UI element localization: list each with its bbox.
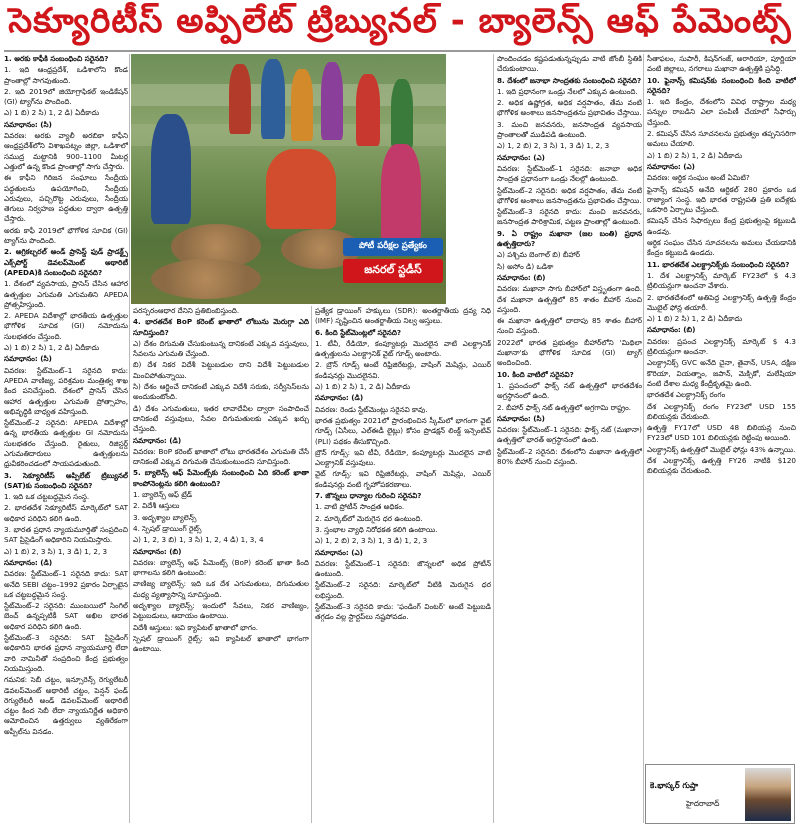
column-2: [133, 306, 309, 822]
answer-line: సమాధానం: (సి): [4, 354, 52, 364]
text-line: 1. వాటి ప్రోటీన్ సాంద్రత అధికం.: [315, 502, 405, 512]
text-line: 2. APEDA విదేశాల్లో భారతీయ ఉత్పత్తుల భౌగోళిక సూచిక (GI) నమోదును సులభతరం చేస్తుంది.: [4, 311, 128, 341]
text-line: ఎ) పశ్చిమ బెంగాల్ బి) బీహార్: [497, 250, 581, 260]
answer-line: సమాధానం: (బి): [497, 272, 546, 282]
text-line: 4. స్పెషల్ డ్రాయింగ్ రైట్స్: [133, 523, 202, 533]
text-line: వివరణ: మఖానా సాగు బీహార్‌లో విస్తృతంగా ఉంది. దేశ మఖానా ఉత్పత్తిలో 85 శాతం బీహార్ నుంచి వస్తుంది.: [497, 284, 642, 314]
text-line: డి) దేశం ఎగుమతులు, ఇతర లావాదేవీల ద్వారా సంపాదించే దానికంటే వస్తువులు, సేవల దిగుమతులకు ఎక్కువ ఖర్చు చేస్తుంది.: [133, 403, 309, 434]
text-line: ఎ) 1 బి) 2, 3 సి) 1, 3 డి) 1, 2, 3: [4, 546, 108, 556]
answer-line: సమాధానం: (డి): [133, 435, 182, 445]
text-line: 1. ఇది ఒక చట్టబద్ధమైన సంస్థ.: [4, 492, 90, 502]
text-line: 2. విదేశీ ఆస్తులు: [133, 501, 180, 511]
answer-line: సమాధానం: (ఎ): [315, 547, 363, 557]
answer-line: సమాధానం: (సి): [497, 413, 545, 423]
answer-line: సమాధానం: (సి): [4, 119, 52, 129]
column-5: [647, 54, 796, 760]
text-line: ఎ) 1 బి) 2 సి) 1, 2 డి) ఏదీకాదు: [315, 382, 411, 392]
question: 2. అగ్రికల్చరల్ అండ్ ప్రాసెస్డ్ ఫుడ్ ప్రాడక్ట్స్ ఎక్స్‌పోర్ట్ డెవలప్‌మెంట్ అథారిటీ (APEDA)కి సంబంధించి సరైనది?: [4, 247, 128, 277]
text-line: 3. భారత ప్రధాన న్యాయమూర్తితో సంప్రదించి SAT ప్రిసైడింగ్ అధికారిని నియమిస్తారు.: [4, 525, 128, 545]
answer-line: సమాధానం: (డి): [315, 393, 364, 403]
column-4: [497, 54, 642, 824]
headline-rule: [4, 50, 796, 52]
text-line: దేశ ఎలక్ట్రానిక్స్ ఉత్పత్తి FY26 నాటికి $120 బిలియన్లకు చేరుతుంది.: [647, 455, 796, 476]
text-line: ఎ) 1 బి) 2 సి) 1, 2 డి) ఏదీకాదు: [647, 150, 743, 160]
headline: సెక్యూరిటీస్ అప్పిలేట్ ట్రిబ్యునల్ - బ్యాలెన్స్ ఆఫ్ పేమెంట్స్: [8, 1, 792, 41]
badge-bottom-label: జనరల్ స్టడీస్: [343, 259, 443, 283]
text-line: వివరణ: ప్రపంచ ఎలక్ట్రానిక్స్ మార్కెట్ $ 4.3 ట్రిలియన్లుగా అంచనా.: [647, 336, 796, 357]
question: 9. ఏ రాష్ట్రం మఖానా (జల బంతి) ప్రధాన ఉత్పత్తిదారు?: [497, 228, 642, 249]
text-line: అదృశ్యాల బ్యాలెన్స్: ఇందులో సేవలు, నికర వాణిజ్యం, పెట్టుబడులు, ఆదాయం ఉంటాయి.: [133, 601, 309, 621]
text-line: ఆర్థిక సంఘం చేసిన సూచనలను అమలు చేయడానికి కేంద్రం కట్టుబడి ఉండదు.: [647, 238, 796, 258]
question: 4. భారతదేశ BoP కరెంట్ ఖాతాలో లోటును మెరుగ్గా ఎది సూచిస్తుంది?: [133, 317, 309, 337]
text-line: బ్రౌన్ గూడ్స్: ఇవి టీవీ, రేడియో, కంప్యూటర్లు మొదలైన వాటి ఎలక్ట్రానిక్ వస్తువులు.: [315, 447, 491, 468]
text-line: వివరణ: రెండు స్టేట్‌మెంట్లు సరైనవి కావు.: [315, 404, 428, 414]
text-line: వైట్ గూడ్స్: ఇవి రిఫ్రిజిరేటర్లు, వాషింగ్ మెషిన్లు, ఎయిర్ కండిషనర్లు వంటి గృహోపకరణాలు.: [315, 469, 491, 489]
question: 1. అరకు కాఫీకి సంబంధించి సరైనది?: [4, 54, 109, 63]
question: 10. కింది వాటిలో సరైనవి?: [497, 369, 574, 379]
text-line: 2. బీహార్ ఫాక్స్ నట్ ఉత్పత్తిలో అగ్రగామి రాష్ట్రం.: [497, 402, 632, 412]
text-line: 1. బ్యాలెన్స్ ఆఫ్ ట్రేడ్: [133, 490, 193, 500]
text-line: స్టేట్‌మెంట్–2 సరైనది: దేశంలోని మఖానా ఉత్పత్తిలో 80% బీహార్ నుంచి వస్తుంది.: [497, 446, 642, 466]
text-line: 2. అధిక ఉష్ణోగ్రత, అధిక వర్షపాతం, తేమ వంటి భౌగోళిక అంశాలు జనసాంద్రతను ప్రభావితం చేస్తాయి.: [497, 98, 642, 118]
text-line: స్టేట్‌మెంట్–3 సరైనది కాదు: 'ఫండింగ్ వింటర్' అంటే పెట్టుబడి తగ్గడం వల్ల స్టార్టప్‌లు నష్టపోవడం.: [315, 602, 491, 622]
text-line: ఎ) 1 బి) 2 సి) 1, 2 డి) ఏదీకాదు: [4, 343, 100, 353]
text-line: 2. కమిషన్ చేసిన సూచనలను ప్రభుత్వం తప్పనిసరిగా అమలు చేయాలి.: [647, 129, 796, 149]
text-line: ఈ కాఫీని గిరిజన సంఘాలు సేంద్రీయ పద్ధతులను ఉపయోగించి, సేంద్రీయ ఎరువులు, పచ్చిరొట్ట ఎరువులు, సేంద్రీయ తెగులు నిర్వహణ పద్ధతుల ద్వారా ఉత్పత్తి చేస్తారు.: [4, 173, 128, 224]
text-line: స్టేట్‌మెంట్–2 సరైనది: ముంబయిలో సింగిల్ బెంచ్ ఉన్నప్పటికీ SAT అఖిల భారత అధికార పరిధిని కలిగి ఉంది.: [4, 601, 128, 631]
text-line: 1. దేశ ఎలక్ట్రానిక్స్ మార్కెట్ FY23లో $ 4.3 ట్రిలియన్లుగా అంచనా వేశారు.: [647, 270, 796, 291]
text-line: వివరణ: స్టేట్‌మెంట్–1 సరైనది: జనాభా అధిక సాంద్రత ప్రధానంగా ఒండ్రు నేలల్లో ఉంటుంది.: [497, 163, 642, 184]
text-line: విదేశీ ఆస్తులు: ఇవి క్యాపిటల్ ఖాతాలో భాగం.: [133, 622, 258, 632]
text-line: స్టేట్‌మెంట్–2 సరైనది: మార్కెట్‌లో వీటికి మెరుగైన ధర లభిస్తుంది.: [315, 580, 491, 600]
text-line: స్టేట్‌మెంట్–3 సరైనది: SAT ప్రిసైడింగ్ అధికారిని భారత ప్రధాన న్యాయమూర్తి లేదా వారి నామినీతో సంప్రదించి కేంద్ర ప్రభుత్వం నియమిస్తుంది.: [4, 633, 128, 673]
text-line: భారతదేశ ఎలక్ట్రానిక్స్ రంగం: [647, 390, 726, 400]
text-line: 2. భారతదేశ సెక్యూరిటీస్ మార్కెట్‌లో SAT అధికార పరిధిని కలిగి ఉంది.: [4, 503, 128, 523]
text-line: ఎ) 1 బి) 2 సి) 1, 2 డి) ఏదీకాదు: [4, 108, 100, 118]
text-line: బి) దేశ నికర విదేశీ పెట్టుబడుల దాని విదేశీ పెట్టుబడుల మించిపోతున్నాయి.: [133, 360, 309, 380]
column-divider: [129, 54, 130, 823]
text-line: అరకు కాఫీ 2019లో భౌగోళిక సూచిక (GI) ట్యాగ్‌ను పొందింది.: [4, 225, 128, 246]
text-line: గమనిక: సెబీ చట్టం, ఇన్సూరెన్స్ రెగ్యులేటరీ డెవలప్‌మెంట్ అథారిటీ చట్టం, పెన్షన్ ఫండ్ రెగ్యులేటరీ అండ్ డెవలప్‌మెంట్ అథారిటీ చట్టం కింద సెబీ లేదా న్యాయనిర్ణేత అధికారి ఆమోదించిన ఉత్తర్వులు వ్యతిరేకంగా అప్పీల్‌ను వినడం.: [4, 675, 128, 736]
text-line: స్టేట్‌మెంట్–2 సరైనది: అధిక వర్షపాతం, తేమ వంటి భౌగోళిక అంశాలు జనసాంద్రతను ప్రభావితం చేస్తాయి.: [497, 185, 642, 205]
text-line: స్టేట్‌మెంట్–3 సరైనది కాదు: మంచి జనవనరు, జనసాంద్రత పారిశ్రామిక, పట్టణ ప్రాంతాల్లో ఉంటుంది.: [497, 207, 642, 227]
text-line: కమిషన్ చేసిన సిఫార్సులు కేంద్ర ప్రభుత్వంపై కట్టుబడి ఉండవు.: [647, 216, 796, 236]
question: 10. ఫైనాన్స్ కమిషన్‌కు సంబంధించి కింది వాటిలో సరైనది?: [647, 75, 796, 95]
text-line: ఉత్పత్తి FY17లో USD 48 బిలియన్ల నుంచి FY23లో USD 101 బిలియన్లకు రెట్టింపు అయింది.: [647, 423, 796, 443]
text-line: సి) దేశం ఆర్జించే దానికంటే ఎక్కువ విదేశీ సరుకు, సర్వీసెస్‌లను అందుకుంటోంది.: [133, 382, 309, 402]
answer-line: సమాధానం: (ఎ): [647, 161, 695, 171]
text-line: పరస్పరంఆధార దేనిని ప్రతిబింబిస్తుంది.: [133, 306, 240, 315]
section-badge: [343, 238, 443, 292]
answer-line: సమాధానం: (బి): [133, 546, 182, 556]
question: 7. జొన్నలు ధాన్యాల గురించి సరైనవి?: [315, 491, 422, 501]
text-line: భారత ప్రభుత్వం 2021లో ప్రారంభించిన స్కీమ్‌లో భాగంగా వైట్ గూడ్స్ (ఏసీలు, ఎల్‌ఈడీ లైట్లు) కోసం ప్రొడక్షన్ లింక్డ్ ఇన్సెంటివ్ (PLI) పథకం తీసుకొచ్చింది.: [315, 415, 491, 446]
text-line: వివరణ: స్టేట్‌మెంట్–1 సరైనది: జొన్నలలో అధిక ప్రోటీన్ ఉంటుంది.: [315, 558, 491, 579]
question: 6. కింది స్టేట్‌మెంట్లలో సరైనది?: [315, 327, 402, 337]
author-box: [645, 764, 795, 824]
text-line: సి) అసోం డి) ఒడిశా: [497, 261, 554, 271]
text-line: సీతాఫలం, సుపారీ, కిషన్‌గంజ్, అరారియా, పూర్ణియా వంటి జిల్లాలు, నగరాలు మఖానా ఉత్పత్తికి ప్రసిద్ధి.: [647, 54, 796, 74]
text-line: ఫైనాన్స్ కమిషన్ అనేది ఆర్టికల్ 280 ప్రకారం ఒక రాజ్యాంగ సంస్థ. ఇది భారత రాష్ట్రపతి ప్రతి ఐదేళ్లకు ఒకసారి ఏర్పాటు చేస్తుంది.: [647, 184, 796, 215]
text-line: ఎ) 1 బి) 2 సి) 1, 2 డి) ఏదీకాదు: [647, 314, 743, 324]
column-divider: [643, 54, 644, 823]
text-line: 3. మంచి జనవనరు, జనసాంద్రత వ్యవసాయ ప్రాంతాలతో ముడిపడి ఉంటుంది.: [497, 119, 642, 140]
text-line: స్పెషల్ డ్రాయింగ్ రైట్స్: ఇవి క్యాపిటల్ ఖాతాలో భాగంగా ఉంటాయి.: [133, 633, 309, 654]
text-line: 2. బ్రౌన్ గూడ్స్ అంటే రిఫ్రిజిరేటర్లు, వాషింగ్ మెషిన్లు, ఎయిర్ కండిషనర్లు మొదలైనవి.: [315, 360, 491, 380]
text-line: పొందించడం కష్టపడుతున్నప్పుడు వాటి జోంబీ స్థితికి చేరుకుంటాయి.: [497, 54, 642, 74]
author-location: హైదరాబాద్: [686, 799, 720, 808]
question: 3. సెక్యూరిటీస్ అప్పిలేట్ ట్రిబ్యునల్ (SAT)కు సంబంధించి సరైనది?: [4, 470, 128, 490]
text-line: ప్రత్యేక డ్రాయింగ్ హక్కులు (SDR): అంతర్జాతీయ ద్రవ్య నిధి (IMF) సృష్టించిన అంతర్జాతీయ నిల్వ ఆస్తులు.: [315, 306, 491, 326]
text-line: 3. అదృశ్యాల బ్యాలెన్స్: [133, 512, 197, 522]
answer-line: సమాధానం: (డి): [4, 557, 53, 567]
text-line: దేశ ఎలక్ట్రానిక్స్ రంగం FY23లో USD 155 బిలియన్లకు చేరుకుంది.: [647, 401, 796, 421]
text-line: వివరణ: బ్యాలెన్స్ ఆఫ్ పేమెంట్స్ (BoP) కరెంట్ ఖాతా కింది భాగాలను కలిగి ఉంటుంది:: [133, 557, 309, 578]
text-line: వివరణ: ఆర్థిక సంఘం అంటే ఏమిటి?: [647, 173, 750, 183]
badge-top-label: పోటీ పరీక్షల ప్రత్యేకం: [343, 238, 443, 256]
text-line: వివరణ: అరకు వ్యాలీ అరబికా కాఫీని ఆంధ్రప్రదేశ్‌లోని విశాఖపట్నం జిల్లా, ఒడిశాలో సముద్ర మట్టానికి 900–1100 మీటర్ల ఎత్తులో ఉన్న కొండ ప్రాంతాల్లో సాగు చేస్తారు.: [4, 131, 128, 171]
text-line: ఎ) 1, 2, 3 బి) 1, 3 సి) 1, 2, 4 డి) 1, 3, 4: [133, 535, 264, 545]
text-line: 1. టీవీ, రేడియో, కంప్యూటర్లు మొదలైన వాటి ఎలక్ట్రానిక్ ఉత్పత్తులను ఎలక్ట్రానిక్ వైట్ గూడ్స్ అంటారు.: [315, 338, 491, 359]
text-line: 1. ఇది ఆంధ్రప్రదేశ్, ఒడిశాలోని కొండ ప్రాంతాల్లో సాగవుతుంది.: [4, 65, 128, 85]
text-line: 1. ఇది కేంద్రం, దేశంలోని వివిధ రాష్ట్రాల మధ్య పన్నుల రాబడిని ఎలా పంపిణీ చేయాలో సిఫార్సు చేస్తుంది.: [647, 97, 796, 127]
answer-line: సమాధానం: (బి): [647, 325, 696, 335]
answer-line: సమాధానం: (ఎ): [497, 152, 545, 162]
question: 11. భారతదేశ ఎలక్ట్రానిక్స్‌కు సంబంధించి సరైనది?: [647, 259, 790, 269]
question: 8. దేశంలో జనాభా సాంద్రతకు సంబంధించి సరైనది?: [497, 75, 642, 85]
text-line: ఎలక్ట్రానిక్స్ GVC అనేది చైనా, తైవాన్, USA, దక్షిణ కొరియా, వియత్నాం, జపాన్, మెక్సికో, మలేషియా వంటి దేశాల మధ్య కేంద్రీకృతమై ఉంది.: [647, 358, 796, 388]
text-line: స్టేట్‌మెంట్–2 సరైనది: APEDA విదేశాల్లో ఉన్న భారతీయ ఉత్పత్తుల GI నమోదును సులభతరం చేస్తుంది. రైతులు, రిజిస్టర్డ్ ఎగుమతిదారులు ఉత్పత్తులను ధ్రువీకరించడంలో సాయపడుతుంది.: [4, 418, 128, 469]
text-line: 3. స్తంభాల వ్యాధి నిరోధకత కలిగి ఉంటాయి.: [315, 524, 438, 534]
text-line: వాణిజ్య బ్యాలెన్స్: ఇది ఒక దేశ ఎగుమతులు, దిగుమతుల మధ్య వ్యత్యాసాన్ని సూచిస్తుంది.: [133, 579, 309, 599]
question: 5. బ్యాలెన్స్ ఆఫ్ పేమెంట్స్‌కు సంబంధించి ఏది కరెంట్ ఖాతా కాంపోనెంట్లను కలిగి ఉంటుంది?: [133, 468, 309, 488]
text-line: ఎ) 1, 2 బి) 2, 3 సి) 1, 3 డి) 1, 2, 3: [315, 536, 428, 546]
text-line: వివరణ: స్టేట్‌మెంట్–1 సరైనది కాదు: SAT అనేది SEBI చట్టం–1992 ప్రకారం ఏర్పాటైన ఒక చట్టబద్ధమైన సంస్థ.: [4, 569, 128, 599]
text-line: ఈ మఖానా ఉత్పత్తిలో దాదాపు 85 శాతం బీహార్ నుంచి వస్తుంది.: [497, 316, 642, 336]
text-line: వివరణ: స్టేట్‌మెంట్–1 సరైనది కాదు: APEDA వాణిజ్య, పరిశ్రమల మంత్రిత్వ శాఖ కింద పనిచేస్తుంది. దేశంలో ప్రాసెస్ చేసిన ఆహార ఉత్పత్తుల ఎగుమతి ప్రోత్సాహం, అభివృద్ధికి బాధ్యత వహిస్తుంది.: [4, 365, 128, 416]
text-line: 1. ప్రపంచంలో ఫాక్స్ నట్ ఉత్పత్తిలో భారతదేశం అగ్రస్థానంలో ఉంది.: [497, 380, 642, 401]
author-photo: [745, 768, 791, 821]
column-3: [315, 306, 491, 822]
text-line: 2. ఇది 2019లో జియోగ్రాఫికల్ ఇండికేషన్ (GI) ట్యాగ్‌ను పొందింది.: [4, 86, 128, 107]
column-divider: [493, 54, 494, 823]
column-divider: [311, 306, 312, 823]
text-line: ఎలక్ట్రానిక్స్ ఉత్పత్తిలో మొబైల్ ఫోన్లు 43% ఉన్నాయి.: [647, 444, 796, 454]
column-1: [4, 54, 128, 824]
text-line: 1. ఇది ప్రధానంగా ఒండ్రు నేలలో ఎక్కువ ఉంటుంది.: [497, 86, 638, 96]
text-line: 1. దేశంలో వ్యవసాయ, ప్రాసెస్ చేసిన ఆహార ఉత్పత్తుల ఎగుమతి ఎగుమతిని APEDA ప్రోత్సహిస్తుంది.: [4, 279, 128, 309]
text-line: ఎ) 1, 2 బి) 2, 3 సి) 1, 3 డి) 1, 2, 3: [497, 141, 610, 151]
text-line: 2. భారతదేశంలో అతిపెద్ద ఎలక్ట్రానిక్స్ ఉత్పత్తి కేంద్రం మొబైల్ ఫోన్ల తయారీ.: [647, 292, 796, 312]
text-line: 2022లో భారత ప్రభుత్వం బీహార్‌లోని 'మిథిలా మఖానా'కు భౌగోళిక సూచిక (GI) ట్యాగ్ అందించింది.: [497, 337, 642, 368]
author-name: కె.భాస్కర్ గుప్తా: [650, 781, 699, 790]
text-line: వివరణ: BoP కరెంట్ ఖాతాలో లోటు భారతదేశం ఎగుమతి చేసే దానికంటే ఎక్కువ దిగుమతి చేసుకుంటుందని సూచిస్తుంది.: [133, 446, 309, 467]
text-line: 2. మార్కెట్‌లో మెరుగైన ధర ఉంటుంది.: [315, 513, 423, 523]
text-line: వివరణ: స్టేట్‌మెంట్–1 సరైనది: ఫాక్స్ నట్ (మఖానా) ఉత్పత్తిలో భారత్ అగ్రస్థానంలో ఉంది.: [497, 425, 642, 445]
text-line: ఎ) దేశం దిగుమతి చేసుకుంటున్న దానికంటే ఎక్కువ వస్తువులు, సేవలను ఎగుమతి చేస్తుంది.: [133, 338, 309, 359]
